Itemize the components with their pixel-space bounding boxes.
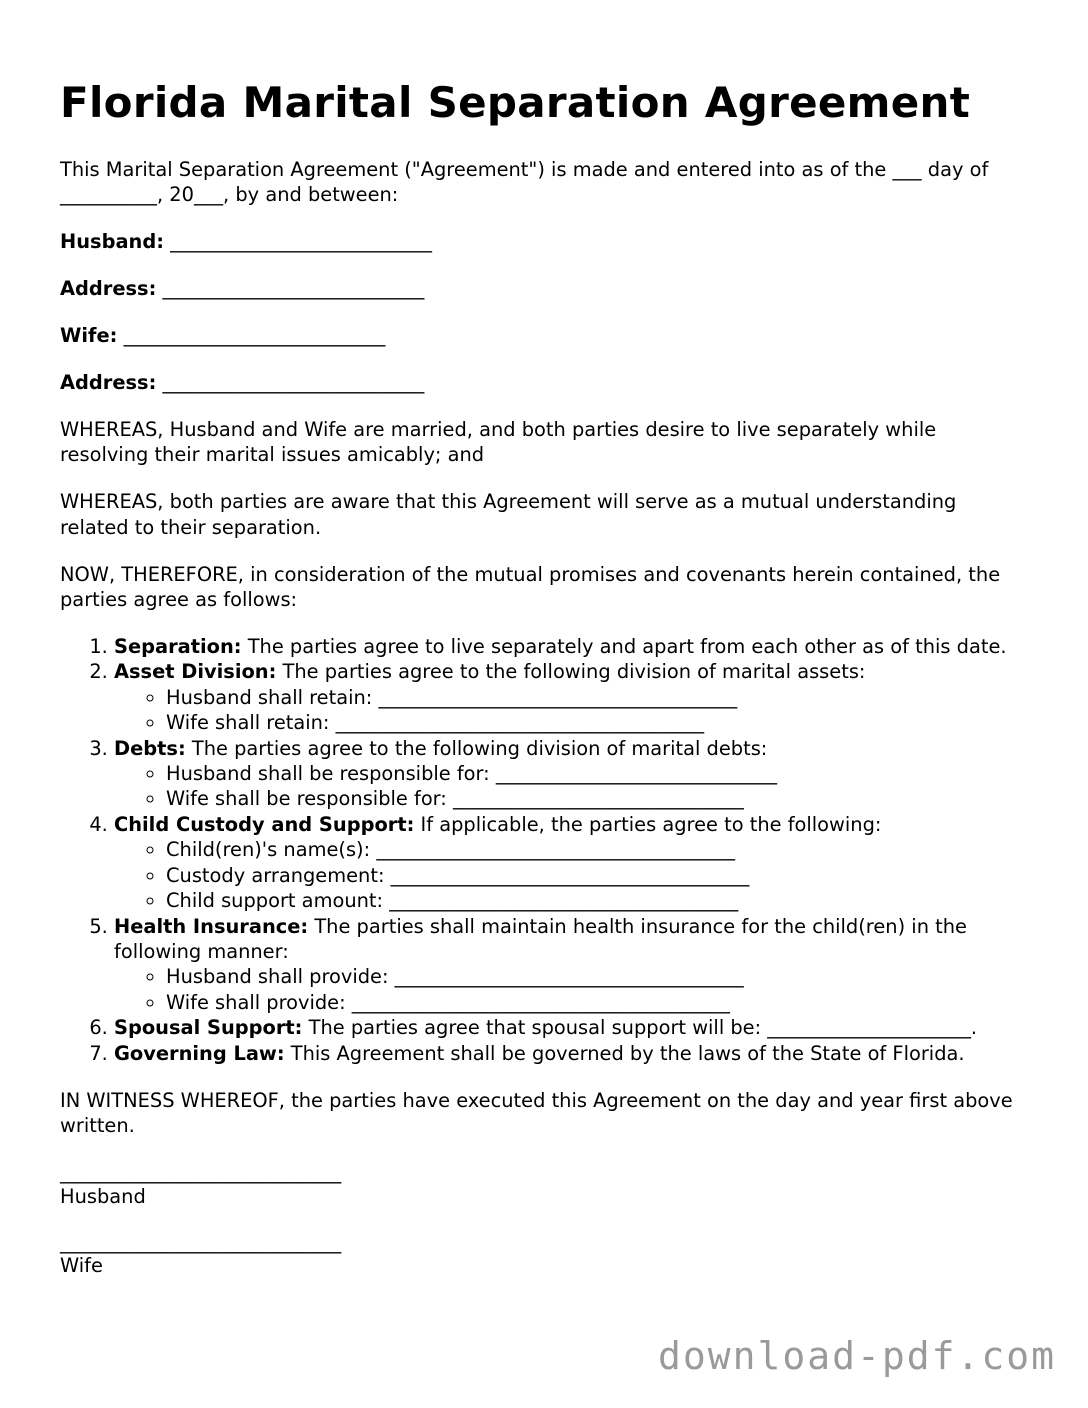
list-item[interactable]: ◦ Husband shall be responsible for: _____________________________ <box>166 761 1030 786</box>
wife-signature <box>60 1230 1030 1277</box>
husband-blank[interactable]: ___________________________ <box>170 229 432 253</box>
clause-text: The parties shall maintain health insurance for the child(ren) in the following manner: <box>114 914 967 963</box>
clause-child-custody <box>114 812 1030 914</box>
list-item[interactable]: ◦ Husband shall retain: _____________________________________ <box>166 685 1030 710</box>
clause-term: Child Custody and Support: <box>114 812 415 836</box>
clauses-list <box>60 634 1030 1066</box>
husband-signature <box>60 1160 1030 1207</box>
clause-text: The parties agree to the following division of marital assets: <box>276 660 866 684</box>
clause-separation <box>114 634 1030 659</box>
clause-term: Governing Law: <box>114 1041 285 1065</box>
clause-health-insurance <box>114 914 1030 1016</box>
clause-debts <box>114 736 1030 812</box>
list-item[interactable]: ◦ Husband shall provide: ____________________________________ <box>166 964 1030 989</box>
husband-signature-label: Husband <box>60 1184 146 1208</box>
intro-paragraph: This Marital Separation Agreement ("Agreement") is made and entered into as of the ___ day of __________, 20___, by and between: <box>60 158 989 207</box>
wife-signature-label: Wife <box>60 1254 103 1278</box>
husband-signature-line[interactable]: _____________________________ <box>60 1161 342 1185</box>
clause-subitems <box>114 837 1030 913</box>
witness-paragraph: IN WITNESS WHEREOF, the parties have executed this Agreement on the day and year first above written. <box>60 1088 1013 1137</box>
clause-text: The parties agree to live separately and apart from each other as of this date. <box>241 635 1007 659</box>
husband-address-blank[interactable]: ___________________________ <box>162 276 425 300</box>
watermark-text: download-pdf.com <box>657 1334 1056 1378</box>
clause-subitems <box>114 964 1030 1015</box>
husband-address-label: Address: <box>60 276 157 300</box>
signature-section <box>60 1160 1030 1277</box>
clause-text: This Agreement shall be governed by the laws of the State of Florida. <box>284 1041 965 1065</box>
clause-text: The parties agree to the following division of marital debts: <box>185 736 768 760</box>
clause-term: Health Insurance: <box>114 914 309 938</box>
clause-term: Separation: <box>114 635 242 659</box>
clause-text: If applicable, the parties agree to the following: <box>414 812 882 836</box>
husband-field <box>60 229 1030 254</box>
list-item[interactable]: ◦ Child support amount: ____________________________________ <box>166 888 1030 913</box>
clause-governing-law <box>114 1041 1030 1066</box>
husband-address-field <box>60 276 1030 301</box>
clause-subitems <box>114 685 1030 736</box>
husband-label: Husband: <box>60 229 164 253</box>
wife-address-field <box>60 370 1030 395</box>
wife-signature-line[interactable]: _____________________________ <box>60 1230 342 1254</box>
whereas-paragraph-1: WHEREAS, Husband and Wife are married, and both parties desire to live separately while resolving their marital issues amicably; and <box>60 417 937 467</box>
whereas-paragraph-2: WHEREAS, both parties are aware that this Agreement will serve as a mutual understanding related to their separation. <box>60 490 957 539</box>
now-therefore-paragraph: NOW, THEREFORE, in consideration of the mutual promises and covenants herein contained, the parties agree as follows: <box>60 562 1001 612</box>
clause-term: Debts: <box>114 736 186 760</box>
wife-blank[interactable]: ___________________________ <box>123 323 386 347</box>
list-item[interactable]: ◦ Wife shall provide: _______________________________________ <box>166 990 1030 1015</box>
wife-field <box>60 323 1030 348</box>
clause-text[interactable]: The parties agree that spousal support will be: _____________________. <box>302 1016 978 1040</box>
clause-asset-division <box>114 659 1030 735</box>
wife-label: Wife: <box>60 323 118 347</box>
list-item[interactable]: ◦ Child(ren)'s name(s): _____________________________________ <box>166 837 1030 862</box>
list-item[interactable]: ◦ Wife shall retain: ______________________________________ <box>166 710 1030 735</box>
list-item[interactable]: ◦ Wife shall be responsible for: ______________________________ <box>166 786 1030 811</box>
clause-term: Asset Division: <box>114 660 277 684</box>
clause-subitems <box>114 761 1030 812</box>
list-item[interactable]: ◦ Custody arrangement: _____________________________________ <box>166 863 1030 888</box>
clause-spousal-support <box>114 1015 1030 1040</box>
clause-term: Spousal Support: <box>114 1016 303 1040</box>
wife-address-blank[interactable]: ___________________________ <box>162 370 425 394</box>
wife-address-label: Address: <box>60 370 157 394</box>
document-body <box>60 157 1030 1299</box>
document-title: Florida Marital Separation Agreement <box>60 78 971 127</box>
